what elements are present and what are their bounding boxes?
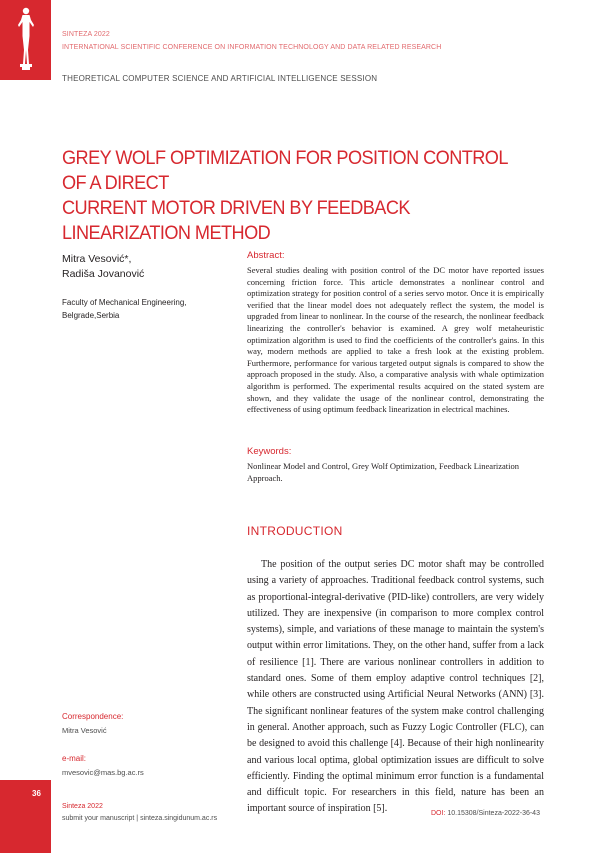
author-1: Mitra Vesović*, <box>62 253 132 265</box>
paper-title <box>62 146 518 246</box>
introduction-body <box>247 557 544 818</box>
affiliation-line-1: Faculty of Mechanical Engineering, <box>62 298 187 307</box>
affiliation <box>62 296 187 322</box>
keywords-label: Keywords: <box>247 446 292 457</box>
conference-year: SINTEZA 2022 <box>62 31 110 38</box>
header-red-bar <box>0 0 51 80</box>
doi-value[interactable]: 10.15308/Sinteza-2022-36-43 <box>447 810 540 817</box>
conference-name: INTERNATIONAL SCIENTIFIC CONFERENCE ON INFORMATION TECHNOLOGY AND DATA RELATED RESEARCH <box>62 44 442 51</box>
footer-submit-link[interactable]: submit your manuscript | sinteza.singidunum.ac.rs <box>62 815 218 822</box>
email-address[interactable]: mvesovic@mas.bg.ac.rs <box>62 768 144 777</box>
correspondence-name: Mitra Vesović <box>62 726 107 735</box>
session-name: THEORETICAL COMPUTER SCIENCE AND ARTIFICIAL INTELLIGENCE SESSION <box>62 74 378 83</box>
affiliation-line-2: Belgrade,Serbia <box>62 311 120 320</box>
abstract-text: Several studies dealing with position control of the DC motor have reported issues concerning friction force. This article demonstrates a nonlinear control and optimization strategy for position control of a series servo motor. Once it is empirically verified that the linear model does not adequately reflect the system, the model is upgraded from linear to nonlinear. In the course of the research, the nonlinear feedback linearizing the controller's behavior is examined. A grey wolf metaheuristic optimization algorithm is used to find the coefficients of the controller's gains. In this way, modern methods are applied to take a fresh look at the existing problem. Furthermore, performance for various targeted output signals is compared to show the approach proposed in the study. Also, a comparative analysis with whale optimization algorithm is performed. The experimental results acquired on the stated system are shown, and they validate the usage of the nonlinear control, demonstrating the effectiveness of using optimum feedback linearization in electrical machines. <box>247 265 544 415</box>
doi-label: DOI: <box>431 810 446 817</box>
author-2: Radiša Jovanović <box>62 268 145 280</box>
keywords-text: Nonlinear Model and Control, Grey Wolf Optimization, Feedback Linearization Approach. <box>247 461 520 483</box>
footer-conference: Sinteza 2022 <box>62 803 103 810</box>
statue-logo-icon <box>16 6 36 72</box>
email-label: e-mail: <box>62 754 87 763</box>
abstract-label: Abstract: <box>247 250 285 261</box>
title-line-1: GREY WOLF OPTIMIZATION FOR POSITION CONTROL OF A DIRECT <box>62 147 508 194</box>
introduction-heading: INTRODUCTION <box>247 524 343 538</box>
introduction-paragraph: The position of the output series DC motor shaft may be controlled using a variety of approaches. Traditional feedback control systems, such as proportional-integral-derivative (PID-like) controllers, are very widely utilized. They are inexpensive (in comparison to more complex control systems), simple, and variations of these manage to maintain the system's output within error limitations. They, on the other hand, suffer from a lack of resilience [1]. There are various nonlinear controllers in addition to standard ones. Some of them employ adaptive control techniques [2], while others are constructed using Artificial Neural Networks (ANN) [3]. The significant nonlinear features of the system make control challenging in general. Another approach, such as Fuzzy Logic Controller (FLC), can be designed to avoid this challenge [4]. Because of their high nonlinearity and various local optima, global optimization issues are difficult to solve efficiently. Finding the optimal minimum error function is a fundamental and difficult topic. For researchers in this field, nature has been an important source of inspiration [5]. <box>247 559 544 815</box>
correspondence-label: Correspondence: <box>62 712 124 721</box>
title-line-2: CURRENT MOTOR DRIVEN BY FEEDBACK LINEARIZATION METHOD <box>62 197 410 244</box>
page-number: 36 <box>32 789 41 798</box>
footer-doi <box>431 810 540 817</box>
page-number-block <box>0 780 51 853</box>
author-list <box>62 252 144 282</box>
